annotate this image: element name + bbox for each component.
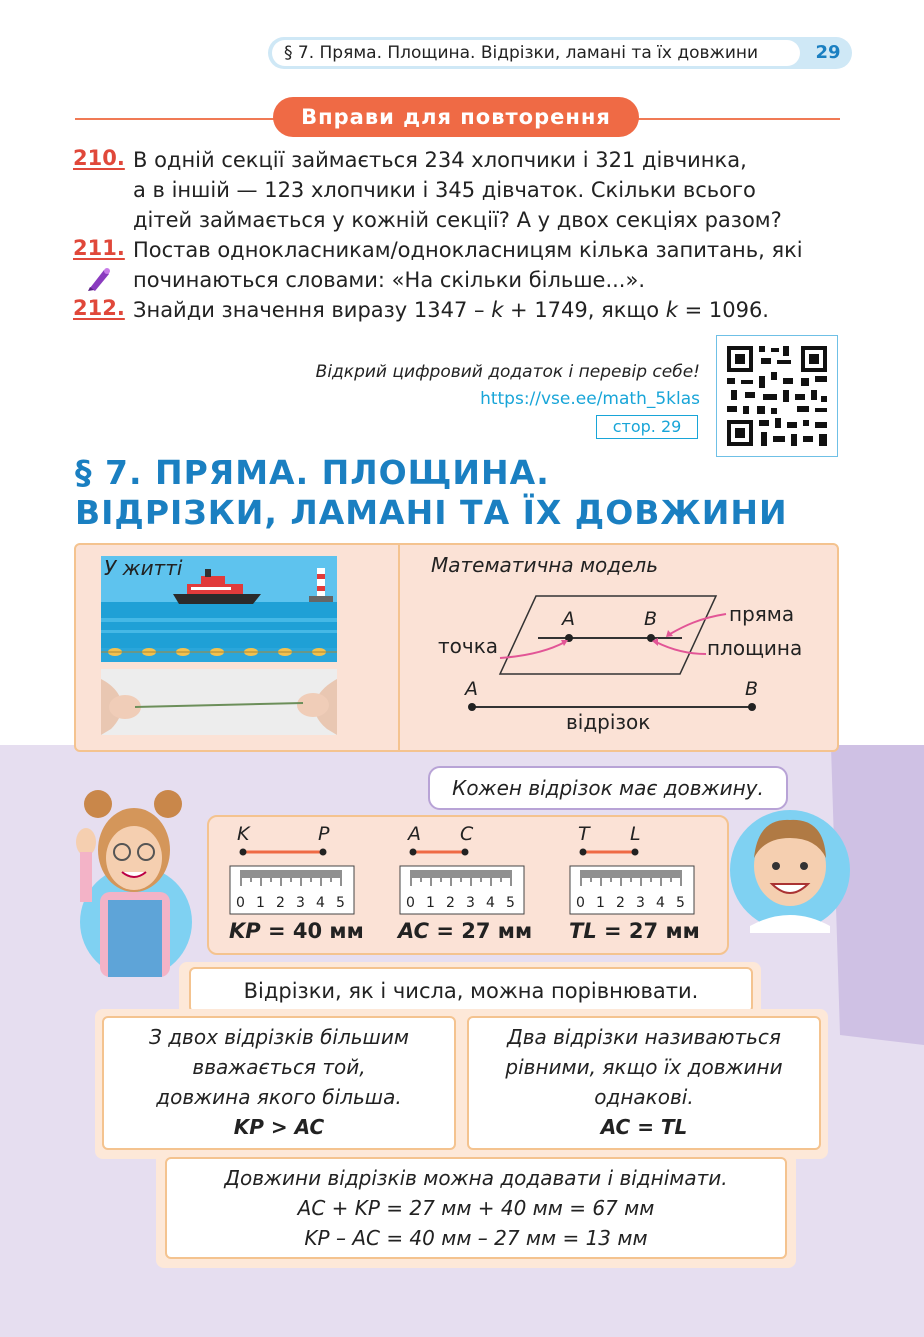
greater-rule-box [102, 1016, 456, 1150]
rule-line: довжина якого більша. [156, 1085, 402, 1109]
segment-endpoint [632, 849, 639, 856]
measure-kp [229, 919, 364, 943]
life-label: У житті [104, 556, 183, 580]
ruler-number: 2 [446, 895, 455, 911]
variable-k: k [491, 298, 504, 322]
segment-point-label: T [578, 823, 590, 845]
arith-line: KP – AC = 40 мм – 27 мм = 13 мм [304, 1226, 648, 1250]
segment-b-label: B [745, 678, 759, 700]
segment-a-label: A [465, 678, 478, 700]
segment-endpoint [580, 849, 587, 856]
arith-line: Довжини відрізків можна додавати і віднімати. [224, 1166, 728, 1190]
exercises-heading: Вправи для повторення [273, 97, 639, 137]
rule-formula: AC = TL [600, 1115, 688, 1139]
digital-link[interactable]: https://vse.ee/math_5klas [480, 389, 700, 409]
compare-intro: Відрізки, як і числа, можна порівнювати. [189, 967, 753, 1013]
ruler-number: 0 [406, 895, 415, 911]
rule-line: Два відрізки називаються [507, 1025, 781, 1049]
ruler-number: 4 [656, 895, 665, 911]
expr-part: Знайди значення виразу 1347 – [133, 298, 492, 322]
rule-line: З двох відрізків більшим [149, 1025, 409, 1049]
segment-point-label: C [460, 823, 474, 845]
page-ref-badge[interactable]: стор. 29 [596, 415, 698, 439]
ruler-number: 3 [296, 895, 305, 911]
exercise-line: Постав однокласникам/однокласницям кілька запитань, які [133, 238, 803, 262]
section-title-line: § 7. ПРЯМА. ПЛОЩИНА. [75, 453, 550, 492]
ruler-number: 5 [506, 895, 515, 911]
measure-tl [569, 919, 700, 943]
exercise-212-text [133, 295, 839, 325]
expr-part: = 1096. [677, 298, 769, 322]
point-b-label: B [644, 608, 658, 630]
segment-length: = 27 мм [429, 919, 533, 943]
exercise-line: дітей займається у кожній секції? А у двох секціях разом? [133, 208, 782, 232]
point-label: точка [438, 634, 499, 658]
math-model-label: Математична модель [431, 553, 658, 577]
page-number: 29 [815, 42, 841, 63]
segment-endpoint [240, 849, 247, 856]
qr-code-icon[interactable] [716, 335, 838, 457]
ruler-number: 1 [596, 895, 605, 911]
exercise-line: В одній секції займається 234 хлопчики і 321 дівчинка, [133, 148, 747, 172]
ruler-number: 2 [616, 895, 625, 911]
speech-bubble: Кожен відрізок має довжину. [428, 766, 788, 810]
ruler-number: 2 [276, 895, 285, 911]
exercise-210-text [133, 145, 839, 235]
section-title [75, 453, 855, 533]
ruler-number: 1 [256, 895, 265, 911]
ruler-number: 0 [576, 895, 585, 911]
segment-label: відрізок [566, 710, 651, 734]
exercise-211-text [133, 235, 839, 295]
segment-point-label: P [318, 823, 330, 845]
segment-endpoint [462, 849, 469, 856]
ruler-number: 5 [676, 895, 685, 911]
segment-name: KP [229, 919, 261, 943]
rule-line: вважається той, [192, 1055, 366, 1079]
segment-endpoint [410, 849, 417, 856]
segment-name: AC [398, 919, 430, 943]
ruler-number: 1 [426, 895, 435, 911]
boy-illustration [728, 808, 853, 933]
segment-length: = 40 мм [260, 919, 364, 943]
ruler-number: 4 [486, 895, 495, 911]
point-a-label: A [562, 608, 575, 630]
expr-part: + 1749, якщо [503, 298, 666, 322]
ruler-number: 0 [236, 895, 245, 911]
equal-rule-box [467, 1016, 821, 1150]
rule-formula: KP > AC [233, 1115, 325, 1139]
ruler-number: 3 [466, 895, 475, 911]
exercise-line: починаються словами: «На скільки більше...». [133, 268, 645, 292]
segment-name: TL [569, 919, 597, 943]
plane-label: площина [707, 636, 803, 660]
arith-line: AC + KP = 27 мм + 40 мм = 67 мм [297, 1196, 655, 1220]
variable-k: k [665, 298, 678, 322]
digital-prompt: Відкрий цифровий додаток і перевір себе! [315, 362, 700, 382]
ruler-number: 5 [336, 895, 345, 911]
segment-point-label: A [408, 823, 421, 845]
girl-illustration [68, 782, 208, 977]
measure-ac [398, 919, 532, 943]
exercise-212-number: 212. [73, 296, 125, 320]
thread-illustration [101, 669, 337, 735]
segment-endpoint [320, 849, 327, 856]
exercise-line: а в іншій — 123 хлопчики і 345 дівчаток. Скільки всього [133, 178, 756, 202]
segment-point-label: K [237, 823, 250, 845]
rule-line: однакові. [594, 1085, 694, 1109]
arith-box [165, 1157, 787, 1259]
header-section-ref: § 7. Пряма. Площина. Відрізки, ламані та їх довжини [272, 40, 800, 66]
segment-length: = 27 мм [596, 919, 700, 943]
ruler-number: 4 [316, 895, 325, 911]
rule-line: рівними, якщо їх довжини [505, 1055, 783, 1079]
pen-icon [84, 264, 114, 292]
segment-point-label: L [630, 823, 641, 845]
section-title-line: ВІДРІЗКИ, ЛАМАНІ ТА ЇХ ДОВЖИНИ [75, 493, 788, 532]
ruler-number: 3 [636, 895, 645, 911]
exercise-210-number: 210. [73, 146, 125, 170]
exercise-211-number: 211. [73, 236, 125, 260]
line-label: пряма [729, 602, 795, 626]
